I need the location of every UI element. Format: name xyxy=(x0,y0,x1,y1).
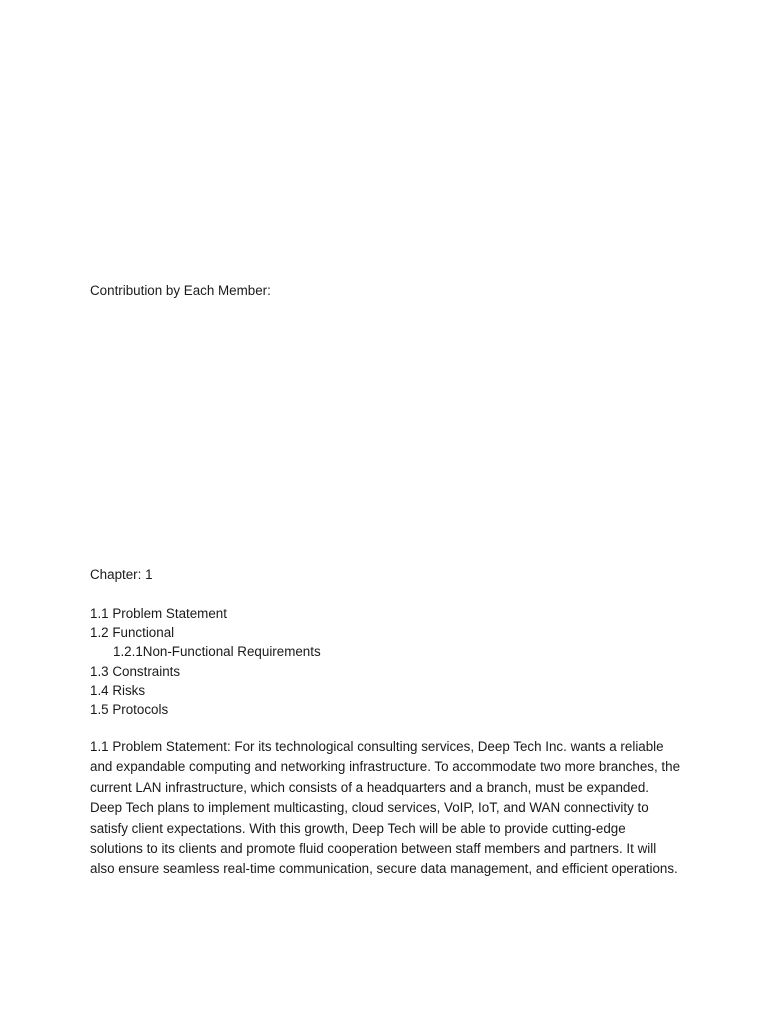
toc-item: 1.3 Constraints xyxy=(90,663,181,679)
contribution-heading: Contribution by Each Member: xyxy=(90,283,271,298)
toc-subitem: 1.2.1Non-Functional Requirements xyxy=(113,644,321,660)
chapter-heading: Chapter: 1 xyxy=(90,567,153,582)
problem-statement-paragraph: 1.1 Problem Statement: For its technological consulting services, Deep Tech Inc. wants a reliable and expandable computing and networking infrastructure. To accommodate two more branches, the current LAN infrastructure, which consists of a headquarters and a branch, must be expanded. Deep Tech plans to implement multicasting, cloud services, VoIP, IoT, and WAN connectivity to satisfy client expectations. With this growth, Deep Tech will be able to provide cutting-edge solutions to its clients and promote fluid cooperation between staff members and partners. It will also ensure seamless real-time communication, secure data management, and efficient operations. xyxy=(90,739,681,877)
toc-item: 1.2 Functional xyxy=(90,625,175,641)
toc-item: 1.5 Protocols xyxy=(90,702,169,718)
toc-item: 1.1 Problem Statement xyxy=(90,606,227,621)
toc-item: 1.4 Risks xyxy=(90,682,146,698)
table-of-contents xyxy=(90,604,321,719)
